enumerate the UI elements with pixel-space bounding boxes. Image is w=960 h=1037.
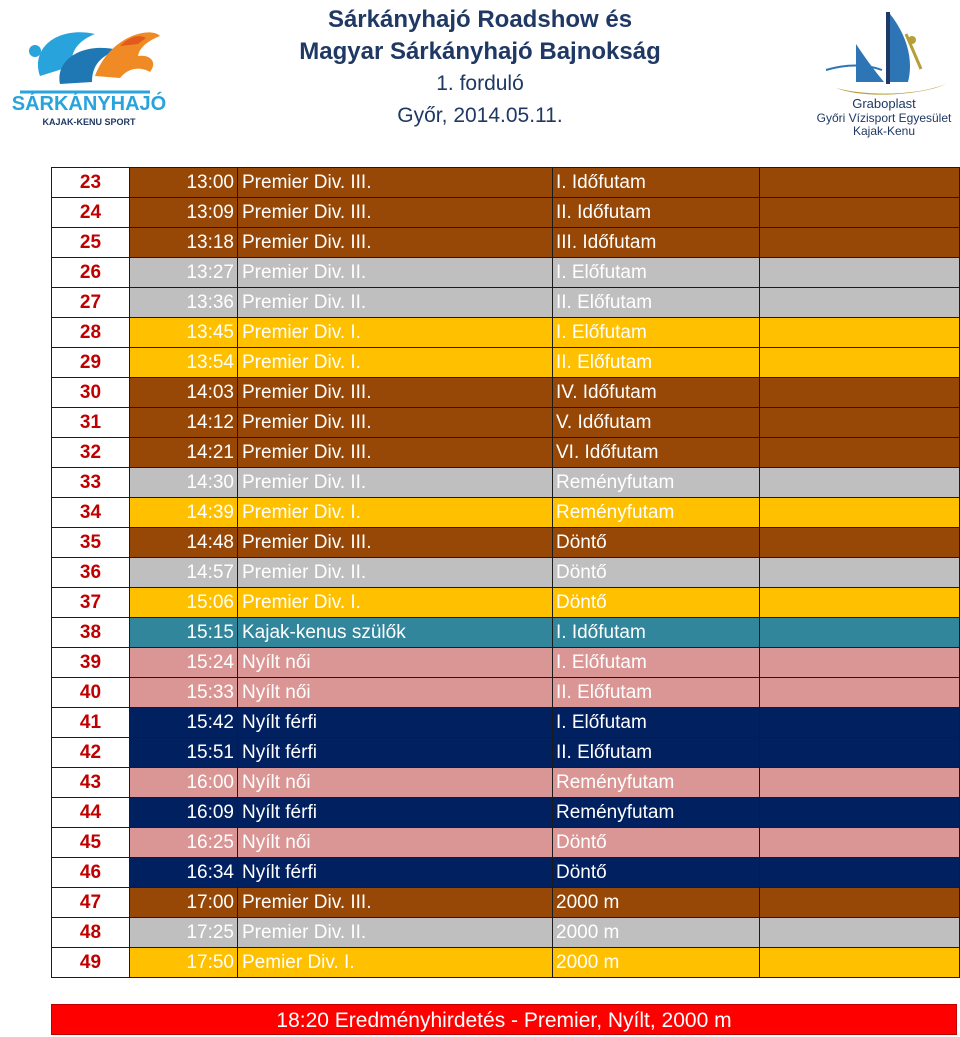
- table-row: [52, 888, 960, 918]
- heat-cell: Reményfutam: [553, 498, 760, 528]
- start-time-cell: 13:27: [130, 258, 238, 288]
- category-cell: Premier Div. II.: [238, 918, 553, 948]
- start-time-cell: 15:33: [130, 678, 238, 708]
- logo-right-line1: Graboplast: [852, 96, 916, 111]
- heat-cell: I. Előfutam: [553, 318, 760, 348]
- start-time-cell: 17:00: [130, 888, 238, 918]
- category-cell: Nyílt női: [238, 648, 553, 678]
- heat-cell: I. Előfutam: [553, 648, 760, 678]
- category-cell: Premier Div. II.: [238, 288, 553, 318]
- empty-cell: [760, 318, 960, 348]
- heat-cell: I. Előfutam: [553, 258, 760, 288]
- heat-cell: II. Előfutam: [553, 678, 760, 708]
- heat-cell: II. Előfutam: [553, 738, 760, 768]
- heat-cell: 2000 m: [553, 888, 760, 918]
- start-time-cell: 15:24: [130, 648, 238, 678]
- heat-cell: II. Előfutam: [553, 348, 760, 378]
- empty-cell: [760, 168, 960, 198]
- start-time-cell: 15:06: [130, 588, 238, 618]
- start-time-cell: 15:51: [130, 738, 238, 768]
- heat-cell: II. Előfutam: [553, 288, 760, 318]
- logo-right-line2: Győri Vízisport Egyesület: [816, 111, 952, 125]
- race-number-cell: 42: [52, 738, 130, 768]
- heat-cell: Döntő: [553, 528, 760, 558]
- empty-cell: [760, 438, 960, 468]
- heat-cell: V. Időfutam: [553, 408, 760, 438]
- start-time-cell: 13:18: [130, 228, 238, 258]
- race-number-cell: 39: [52, 648, 130, 678]
- heat-cell: 2000 m: [553, 948, 760, 978]
- heat-cell: IV. Időfutam: [553, 378, 760, 408]
- category-cell: Nyílt női: [238, 768, 553, 798]
- table-row: [52, 558, 960, 588]
- page-title: [240, 4, 720, 132]
- empty-cell: [760, 858, 960, 888]
- empty-cell: [760, 588, 960, 618]
- race-number-cell: 36: [52, 558, 130, 588]
- race-number-cell: 30: [52, 378, 130, 408]
- empty-cell: [760, 678, 960, 708]
- table-row: [52, 648, 960, 678]
- race-number-cell: 34: [52, 498, 130, 528]
- category-cell: Nyílt férfi: [238, 858, 553, 888]
- race-number-cell: 38: [52, 618, 130, 648]
- category-cell: Premier Div. I.: [238, 498, 553, 528]
- race-number-cell: 33: [52, 468, 130, 498]
- race-number-cell: 44: [52, 798, 130, 828]
- heat-cell: Döntő: [553, 588, 760, 618]
- empty-cell: [760, 258, 960, 288]
- table-row: [52, 738, 960, 768]
- empty-cell: [760, 348, 960, 378]
- empty-cell: [760, 708, 960, 738]
- empty-cell: [760, 198, 960, 228]
- category-cell: Premier Div. III.: [238, 438, 553, 468]
- empty-cell: [760, 768, 960, 798]
- race-number-cell: 24: [52, 198, 130, 228]
- table-row: [52, 528, 960, 558]
- table-row: [52, 678, 960, 708]
- race-schedule-body: [52, 168, 960, 978]
- table-row: [52, 198, 960, 228]
- empty-cell: [760, 558, 960, 588]
- table-row: [52, 468, 960, 498]
- race-number-cell: 45: [52, 828, 130, 858]
- table-row: [52, 408, 960, 438]
- table-row: [52, 828, 960, 858]
- category-cell: Premier Div. II.: [238, 558, 553, 588]
- category-cell: Premier Div. II.: [238, 468, 553, 498]
- table-row: [52, 858, 960, 888]
- empty-cell: [760, 468, 960, 498]
- category-cell: Nyílt férfi: [238, 738, 553, 768]
- start-time-cell: 14:03: [130, 378, 238, 408]
- heat-cell: Reményfutam: [553, 468, 760, 498]
- start-time-cell: 16:25: [130, 828, 238, 858]
- category-cell: Premier Div. III.: [238, 168, 553, 198]
- table-row: [52, 588, 960, 618]
- start-time-cell: 14:30: [130, 468, 238, 498]
- heat-cell: I. Időfutam: [553, 618, 760, 648]
- logo-left-sub-text: KAJAK-KENU SPORT: [42, 117, 136, 127]
- kayak-sail-logo-icon: [796, 4, 960, 138]
- logo-left-main-text: SÁRKÁNYHAJÓ: [11, 93, 167, 115]
- heat-cell: I. Előfutam: [553, 708, 760, 738]
- category-cell: Nyílt női: [238, 678, 553, 708]
- heat-cell: Reményfutam: [553, 768, 760, 798]
- race-number-cell: 43: [52, 768, 130, 798]
- category-cell: Premier Div. III.: [238, 528, 553, 558]
- table-row: [52, 918, 960, 948]
- start-time-cell: 14:21: [130, 438, 238, 468]
- title-line-1: Sárkányhajó Roadshow és: [327, 6, 633, 33]
- table-row: [52, 618, 960, 648]
- category-cell: Premier Div. III.: [238, 378, 553, 408]
- empty-cell: [760, 738, 960, 768]
- place-date-label: Győr, 2014.05.11.: [397, 104, 563, 127]
- start-time-cell: 13:36: [130, 288, 238, 318]
- race-schedule-table: [51, 167, 960, 978]
- graboplast-logo: [796, 4, 960, 138]
- category-cell: Kajak-kenus szülők: [238, 618, 553, 648]
- start-time-cell: 13:09: [130, 198, 238, 228]
- race-number-cell: 23: [52, 168, 130, 198]
- table-row: [52, 288, 960, 318]
- start-time-cell: 13:54: [130, 348, 238, 378]
- category-cell: Pemier Div. I.: [238, 948, 553, 978]
- empty-cell: [760, 618, 960, 648]
- empty-cell: [760, 228, 960, 258]
- sarkanyhajo-logo: [0, 6, 178, 130]
- race-number-cell: 26: [52, 258, 130, 288]
- start-time-cell: 13:00: [130, 168, 238, 198]
- category-cell: Premier Div. I.: [238, 588, 553, 618]
- start-time-cell: 14:12: [130, 408, 238, 438]
- heat-cell: II. Időfutam: [553, 198, 760, 228]
- table-row: [52, 798, 960, 828]
- race-number-cell: 32: [52, 438, 130, 468]
- race-number-cell: 28: [52, 318, 130, 348]
- race-number-cell: 40: [52, 678, 130, 708]
- heat-cell: Döntő: [553, 558, 760, 588]
- race-number-cell: 41: [52, 708, 130, 738]
- start-time-cell: 13:45: [130, 318, 238, 348]
- table-row: [52, 168, 960, 198]
- start-time-cell: 17:25: [130, 918, 238, 948]
- start-time-cell: 15:42: [130, 708, 238, 738]
- table-row: [52, 318, 960, 348]
- empty-cell: [760, 528, 960, 558]
- empty-cell: [760, 648, 960, 678]
- table-row: [52, 378, 960, 408]
- empty-cell: [760, 948, 960, 978]
- start-time-cell: 16:09: [130, 798, 238, 828]
- table-row: [52, 438, 960, 468]
- race-number-cell: 35: [52, 528, 130, 558]
- dragon-boat-logo-icon: [0, 6, 178, 130]
- table-row: [52, 228, 960, 258]
- heat-cell: Reményfutam: [553, 798, 760, 828]
- race-number-cell: 46: [52, 858, 130, 888]
- empty-cell: [760, 378, 960, 408]
- start-time-cell: 14:57: [130, 558, 238, 588]
- start-time-cell: 14:48: [130, 528, 238, 558]
- category-cell: Premier Div. III.: [238, 228, 553, 258]
- category-cell: Premier Div. III.: [238, 408, 553, 438]
- start-time-cell: 15:15: [130, 618, 238, 648]
- heat-cell: 2000 m: [553, 918, 760, 948]
- category-cell: Premier Div. II.: [238, 258, 553, 288]
- heat-cell: Döntő: [553, 858, 760, 888]
- round-label: 1. forduló: [436, 72, 524, 95]
- category-cell: Nyílt női: [238, 828, 553, 858]
- table-row: [52, 708, 960, 738]
- category-cell: Premier Div. I.: [238, 318, 553, 348]
- heat-cell: Döntő: [553, 828, 760, 858]
- heat-cell: I. Időfutam: [553, 168, 760, 198]
- logo-right-line3: Kajak-Kenu: [852, 124, 916, 138]
- heat-cell: III. Időfutam: [553, 228, 760, 258]
- category-cell: Nyílt férfi: [238, 708, 553, 738]
- empty-cell: [760, 498, 960, 528]
- category-cell: Premier Div. III.: [238, 198, 553, 228]
- category-cell: Nyílt férfi: [238, 798, 553, 828]
- race-number-cell: 49: [52, 948, 130, 978]
- title-line-2: Magyar Sárkányhajó Bajnokság: [299, 38, 661, 65]
- race-number-cell: 47: [52, 888, 130, 918]
- race-number-cell: 27: [52, 288, 130, 318]
- table-row: [52, 498, 960, 528]
- heat-cell: VI. Időfutam: [553, 438, 760, 468]
- table-row: [52, 348, 960, 378]
- table-row: [52, 948, 960, 978]
- race-number-cell: 29: [52, 348, 130, 378]
- category-cell: Premier Div. III.: [238, 888, 553, 918]
- table-row: [52, 768, 960, 798]
- empty-cell: [760, 288, 960, 318]
- race-number-cell: 37: [52, 588, 130, 618]
- empty-cell: [760, 918, 960, 948]
- race-number-cell: 31: [52, 408, 130, 438]
- race-number-cell: 48: [52, 918, 130, 948]
- category-cell: Premier Div. I.: [238, 348, 553, 378]
- start-time-cell: 14:39: [130, 498, 238, 528]
- race-number-cell: 25: [52, 228, 130, 258]
- table-row: [52, 258, 960, 288]
- start-time-cell: 16:00: [130, 768, 238, 798]
- empty-cell: [760, 828, 960, 858]
- award-ceremony-banner: 18:20 Eredményhirdetés - Premier, Nyílt, 2000 m: [51, 1004, 957, 1035]
- empty-cell: [760, 408, 960, 438]
- start-time-cell: 17:50: [130, 948, 238, 978]
- empty-cell: [760, 798, 960, 828]
- empty-cell: [760, 888, 960, 918]
- start-time-cell: 16:34: [130, 858, 238, 888]
